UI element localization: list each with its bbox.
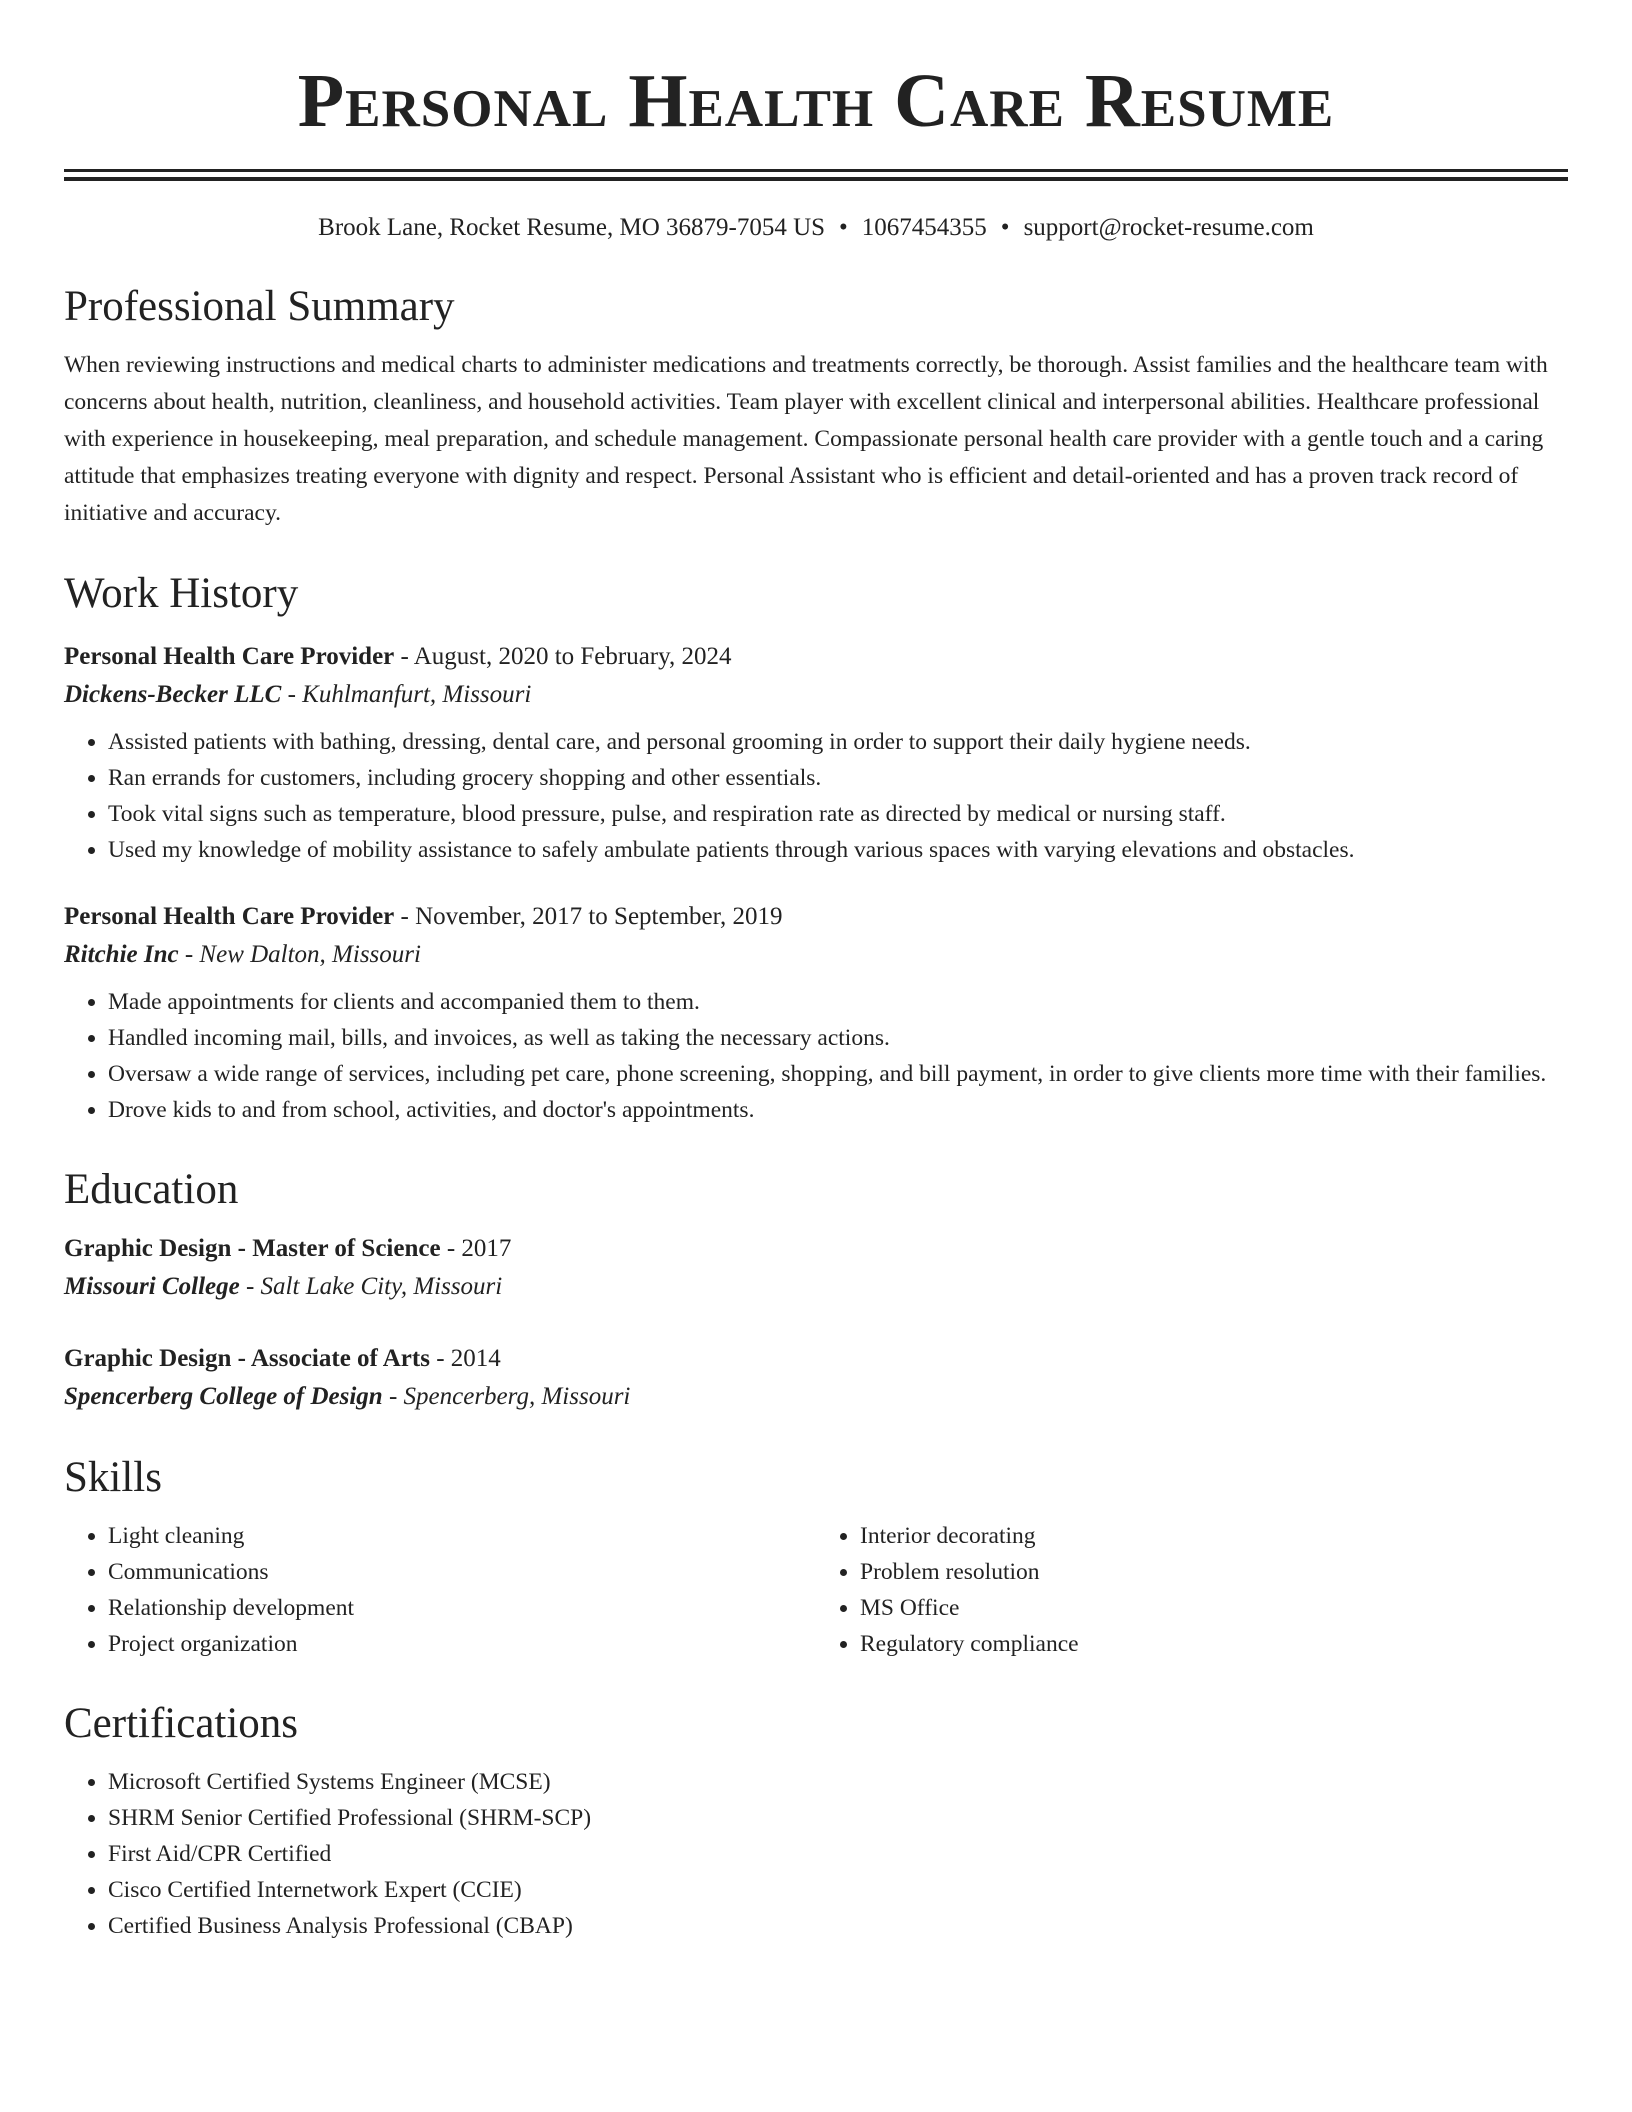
job-entry [64,638,1568,868]
contact-separator: • [1000,214,1010,241]
title-double-rule [64,169,1568,181]
skill-item: • Project organization [108,1626,816,1662]
contact-phone: 1067454355 [861,214,987,241]
work-history-heading: Work History [64,570,299,617]
skills-heading: Skills [64,1454,162,1501]
school-location: - Salt Lake City, Missouri [239,1273,503,1300]
degree-year: - 2017 [440,1235,512,1262]
job-duties-list [64,984,1568,1128]
job-title: Personal Health Care Provider [64,643,395,670]
contact-address: Brook Lane, Rocket Resume, MO 36879-7054 US [318,214,826,241]
job-title-line [64,638,1568,676]
degree-year: - 2014 [429,1345,501,1372]
education-entry [64,1340,1568,1416]
job-duty: • Made appointments for clients and accompanied them to them. [108,984,1568,1020]
job-duty: • Handled incoming mail, bills, and invoices, as well as taking the necessary actions. [108,1020,1568,1056]
skill-item: • MS Office [860,1590,1568,1626]
job-duty: • Oversaw a wide range of services, including pet care, phone screening, shopping, and bill payment, in order to give clients more time with their families. [108,1056,1568,1092]
job-duty: • Assisted patients with bathing, dressing, dental care, and personal grooming in order to support their daily hygiene needs. [108,724,1568,760]
job-title: Personal Health Care Provider [64,903,395,930]
degree: Graphic Design - Associate of Arts [64,1345,430,1372]
job-duties-list [64,724,1568,868]
job-company-line [64,676,1568,714]
skills-grid [64,1518,1568,1662]
summary-heading: Professional Summary [64,283,455,330]
job-title-line [64,898,1568,936]
school-line [64,1268,1568,1306]
job-duty: • Used my knowledge of mobility assistance to safely ambulate patients through various spaces with varying elevations and obstacles. [108,832,1568,868]
job-location: - New Dalton, Missouri [178,941,421,968]
job-duty: • Drove kids to and from school, activities, and doctor's appointments. [108,1092,1568,1128]
skills-list-left [64,1518,816,1662]
certification-item: • First Aid/CPR Certified [108,1836,1568,1872]
education-entry [64,1230,1568,1306]
degree-line [64,1230,1568,1268]
skill-item: • Interior decorating [860,1518,1568,1554]
school-line [64,1378,1568,1416]
degree-line [64,1340,1568,1378]
school-location: - Spencerberg, Missouri [382,1383,631,1410]
degree: Graphic Design - Master of Science [64,1235,441,1262]
contact-line [64,211,1568,245]
job-dates: - November, 2017 to September, 2019 [394,903,783,930]
certifications-list [64,1764,1568,1944]
job-dates: - August, 2020 to February, 2024 [394,643,732,670]
skill-item: • Regulatory compliance [860,1626,1568,1662]
skill-item: • Problem resolution [860,1554,1568,1590]
certification-item: • SHRM Senior Certified Professional (SHRM-SCP) [108,1800,1568,1836]
job-company-line [64,936,1568,974]
skill-item: • Communications [108,1554,816,1590]
skills-list-right [816,1518,1568,1662]
resume-title: Personal Health Care Resume [297,59,1335,143]
job-entry [64,898,1568,1128]
job-company: Ritchie Inc [64,941,179,968]
job-duty: • Took vital signs such as temperature, blood pressure, pulse, and respiration rate as directed by medical or nursing staff. [108,796,1568,832]
certification-item: • Certified Business Analysis Professional (CBAP) [108,1908,1568,1944]
job-duty: • Ran errands for customers, including grocery shopping and other essentials. [108,760,1568,796]
certification-item: • Microsoft Certified Systems Engineer (MCSE) [108,1764,1568,1800]
skill-item: • Light cleaning [108,1518,816,1554]
contact-email: support@rocket-resume.com [1023,214,1314,241]
certifications-heading: Certifications [64,1700,299,1747]
job-location: - Kuhlmanfurt, Missouri [281,681,532,708]
certification-item: • Cisco Certified Internetwork Expert (CCIE) [108,1872,1568,1908]
summary-text: When reviewing instructions and medical charts to administer medications and treatments correctly, be thorough. Assist families and the healthcare team with concerns about health, nutrition, cleanliness, and household activities. Team player with excellent clinical and interpersonal abilities. Healthcare professional with experience in housekeeping, meal preparation, and schedule management. Compassionate personal health care provider with a gentle touch and a caring attitude that emphasizes treating everyone with dignity and respect. Personal Assistant who is efficient and detail-oriented and has a proven track record of initiative and accuracy. [64,352,1548,526]
school: Missouri College [64,1273,240,1300]
skill-item: • Relationship development [108,1590,816,1626]
contact-separator: • [839,214,848,241]
school: Spencerberg College of Design [64,1383,383,1410]
job-company: Dickens-Becker LLC [64,681,282,708]
education-heading: Education [64,1166,239,1213]
